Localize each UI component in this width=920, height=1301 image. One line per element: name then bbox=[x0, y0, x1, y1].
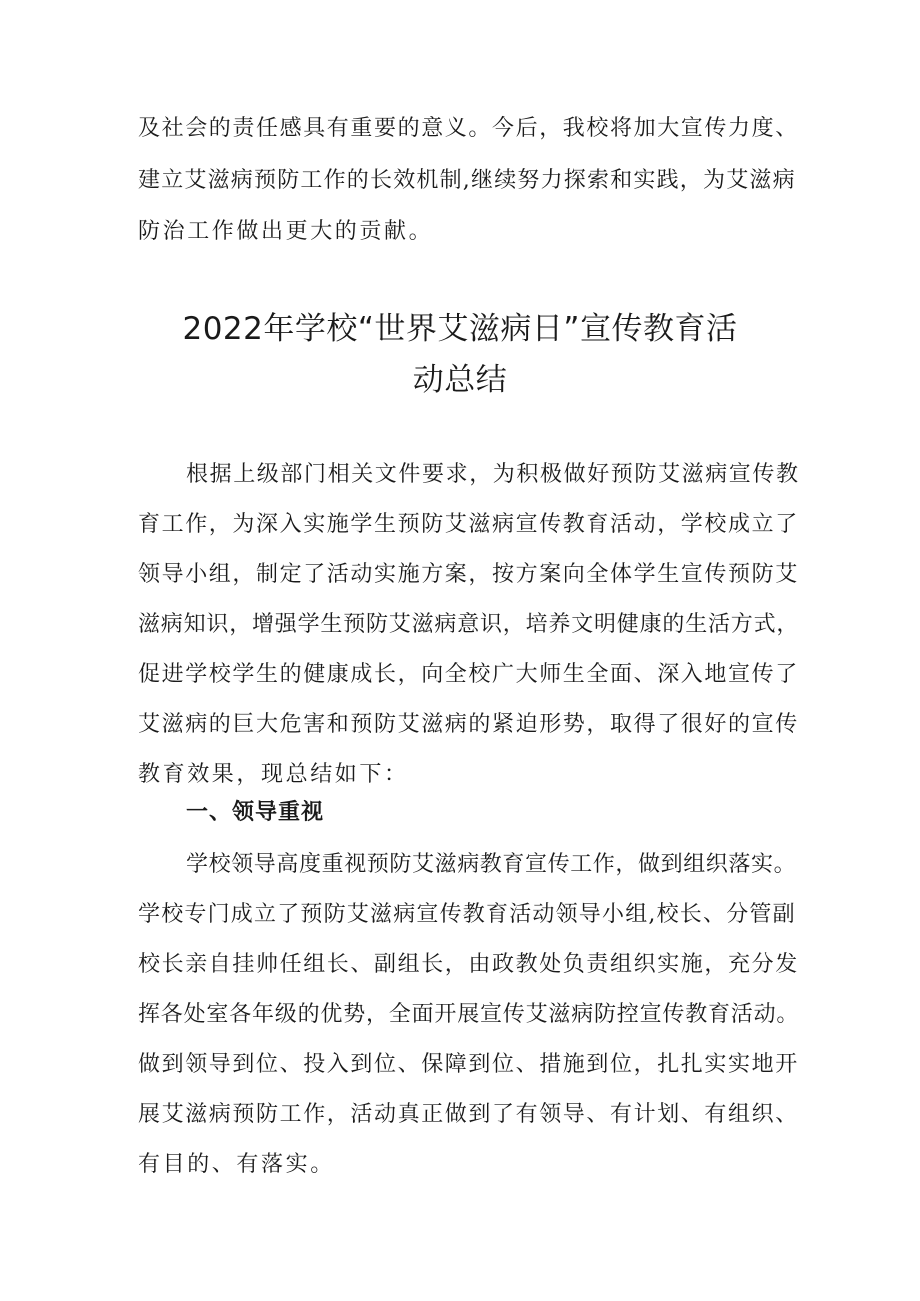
intro-line-2: 建立艾滋病预防工作的长效机制,继续努力探索和实践，为艾滋病 bbox=[138, 168, 796, 193]
intro-line-1: 及社会的责任感具有重要的意义。今后，我校将加大宣传力度、 bbox=[138, 116, 799, 141]
section-heading: 一、领导重视 bbox=[186, 800, 325, 825]
body-line-6: 艾滋病的巨大危害和预防艾滋病的紧迫形势，取得了很好的宣传 bbox=[138, 712, 799, 737]
section-line-3: 校长亲自挂帅任组长、副组长，由政教处负责组织实施，充分发 bbox=[138, 952, 799, 977]
section-line-2: 学校专门成立了预防艾滋病宣传教育活动领导小组,校长、分管副 bbox=[138, 902, 796, 927]
section-line-7: 有目的、有落实。 bbox=[138, 1152, 335, 1177]
body-line-1: 根据上级部门相关文件要求，为积极做好预防艾滋病宣传教 bbox=[186, 462, 800, 487]
section-line-6: 展艾滋病预防工作，活动真正做到了有领导、有计划、有组织、 bbox=[138, 1102, 799, 1127]
body-line-5: 促进学校学生的健康成长，向全校广大师生全面、深入地宣传了 bbox=[138, 662, 799, 687]
section-line-1: 学校领导高度重视预防艾滋病教育宣传工作，做到组织落实。 bbox=[186, 852, 797, 877]
body-line-7: 教育效果，现总结如下： bbox=[138, 762, 409, 787]
section-line-4: 挥各处室各年级的优势，全面开展宣传艾滋病防控宣传教育活动。 bbox=[138, 1002, 800, 1027]
section-line-5: 做到领导到位、投入到位、保障到位、措施到位，扎扎实实地开 bbox=[138, 1052, 799, 1077]
body-line-2: 育工作，为深入实施学生预防艾滋病宣传教育活动，学校成立了 bbox=[138, 512, 799, 537]
body-line-4: 滋病知识，增强学生预防艾滋病意识，培养文明健康的生活方式， bbox=[138, 612, 800, 637]
document-title-line-2: 动总结 bbox=[412, 362, 508, 398]
document-title-line-1: 2022年学校“世界艾滋病日”宣传教育活 bbox=[182, 311, 738, 347]
body-line-3: 领导小组，制定了活动实施方案，按方案向全体学生宣传预防艾 bbox=[138, 562, 799, 587]
intro-line-3: 防治工作做出更大的贡献。 bbox=[138, 219, 434, 244]
